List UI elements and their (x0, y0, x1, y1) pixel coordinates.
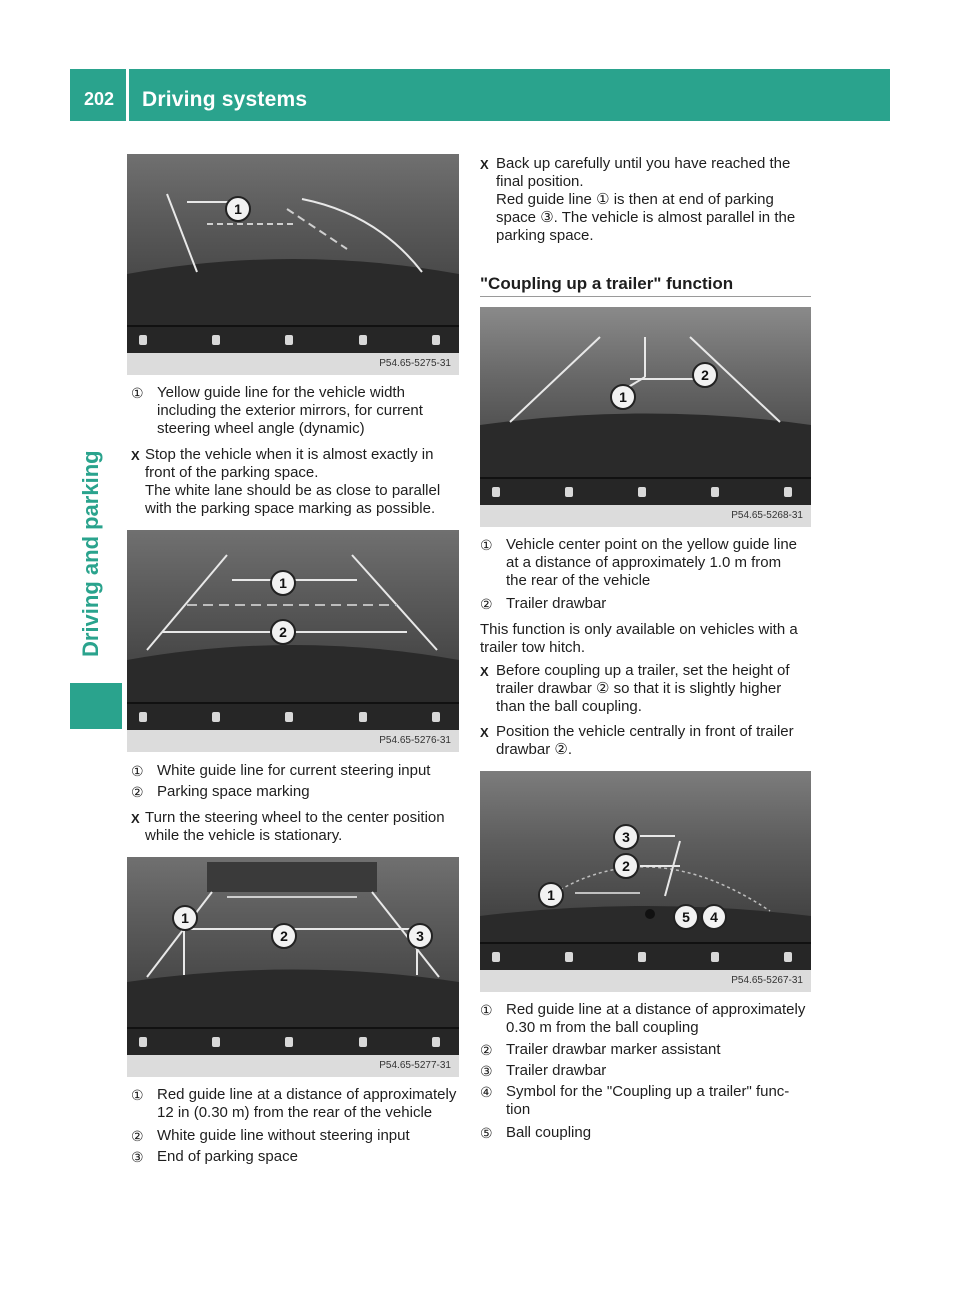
text-span: so that it is slightly higher (609, 680, 782, 697)
settings-icon (432, 335, 440, 345)
camera-image (480, 307, 811, 505)
text-span: trailer drawbar (496, 680, 597, 697)
marker-1: ① (480, 537, 493, 553)
text-line: parking space. (496, 227, 594, 244)
camera-icon (565, 952, 573, 962)
text-span: . The vehicle is almost parallel in the (553, 209, 796, 226)
menu-icon (139, 335, 147, 345)
marker-2: ② (480, 596, 493, 612)
camera-toolbar (127, 702, 459, 730)
callout-2: 2 (271, 923, 297, 949)
text-line: while the vehicle is stationary. (145, 827, 343, 844)
figure-code: P54.65-5275-31 (379, 358, 451, 369)
marker-2: ② (554, 741, 568, 758)
view-icon (638, 952, 646, 962)
text-line: Vehicle center point on the yellow guide line (506, 536, 798, 553)
text-line: Ball coupling (506, 1124, 592, 1141)
text-line: Symbol for the "Coupling up a trailer" func- (506, 1083, 790, 1100)
camera-image (127, 154, 459, 353)
settings-icon (432, 1037, 440, 1047)
text-line: Turn the steering wheel to the center position (145, 809, 445, 826)
callout-5: 5 (673, 904, 699, 930)
menu-icon (492, 952, 500, 962)
step-marker: X (480, 157, 489, 172)
figure-code: P54.65-5276-31 (379, 735, 451, 746)
camera-icon (212, 712, 220, 722)
callout-1: 1 (270, 570, 296, 596)
marker-1: ① (480, 1002, 493, 1018)
callout-2: 2 (613, 853, 639, 879)
figure-rear-camera-5 (480, 771, 811, 992)
figure-code-strip (127, 353, 459, 375)
menu-icon (139, 712, 147, 722)
figure-rear-camera-2 (127, 530, 459, 752)
text-line: 12 in (0.30 m) from the rear of the vehicle (157, 1104, 433, 1121)
text-line: Trailer drawbar (506, 595, 607, 612)
camera-toolbar (480, 477, 811, 505)
text-line: final position. (496, 173, 584, 190)
figure-code: P54.65-5267-31 (731, 975, 803, 986)
figure-rear-camera-3 (127, 857, 459, 1077)
view-icon (638, 487, 646, 497)
step-marker: X (480, 664, 489, 679)
callout-1: 1 (225, 196, 251, 222)
figure-code: P54.65-5268-31 (731, 510, 803, 521)
text-line: Red guide line at a distance of approximately (506, 1001, 806, 1018)
side-tab-label: Driving and parking (78, 450, 103, 657)
text-line: Stop the vehicle when it is almost exactly in (145, 446, 434, 463)
text-line: trailer tow hitch. (480, 639, 586, 656)
step-marker: X (480, 725, 489, 740)
text-line: the rear of the vehicle (506, 572, 651, 589)
text-line: Parking space marking (157, 783, 310, 800)
trailer-icon (711, 952, 719, 962)
marker-1: ① (131, 763, 144, 779)
heading-rule (480, 296, 811, 297)
text-line: Red guide line at a distance of approximately (157, 1086, 457, 1103)
text-span: . (567, 741, 572, 758)
camera-image (127, 857, 459, 1055)
text-line: with the parking space marking as possible. (145, 500, 436, 517)
marker-5: ⑤ (480, 1125, 493, 1141)
figure-code-strip (127, 1055, 459, 1077)
callout-1: 1 (610, 384, 636, 410)
text-line (496, 741, 814, 759)
text-line: tion (506, 1101, 531, 1118)
camera-icon (565, 487, 573, 497)
marker-1: ① (131, 385, 144, 401)
camera-toolbar (480, 942, 811, 970)
settings-icon (784, 487, 792, 497)
marker-2: ② (131, 1128, 144, 1144)
figure-code: P54.65-5277-31 (379, 1060, 451, 1071)
side-tab-marker (70, 683, 122, 729)
marker-2: ② (131, 784, 144, 800)
figure-rear-camera-4 (480, 307, 811, 527)
marker-1: ① (131, 1087, 144, 1103)
trailer-icon (359, 335, 367, 345)
text-line: front of the parking space. (145, 464, 319, 481)
step-marker: X (131, 448, 140, 463)
marker-2: ② (596, 680, 610, 697)
text-span: space (496, 209, 541, 226)
view-icon (285, 712, 293, 722)
figure-code-strip (127, 730, 459, 752)
marker-3: ③ (480, 1063, 493, 1079)
guide-lines (480, 307, 811, 505)
marker-3: ③ (540, 209, 554, 226)
camera-icon (212, 1037, 220, 1047)
camera-image (480, 771, 811, 970)
step-marker: X (131, 811, 140, 826)
menu-icon (139, 1037, 147, 1047)
text-line: End of parking space (157, 1148, 298, 1165)
text-line: White guide line without steering input (157, 1127, 410, 1144)
guide-lines (127, 154, 459, 353)
text-line (496, 680, 814, 698)
camera-image (127, 530, 459, 730)
text-line: White guide line for current steering input (157, 762, 431, 779)
figure-code-strip (480, 505, 811, 527)
page-header (70, 69, 890, 121)
header-divider (126, 69, 129, 121)
trailer-icon (711, 487, 719, 497)
section-title: Driving systems (142, 88, 308, 111)
paragraph (480, 621, 814, 657)
text-span: drawbar (496, 741, 555, 758)
marker-4: ④ (480, 1084, 493, 1100)
menu-icon (492, 487, 500, 497)
side-tab (70, 121, 122, 1166)
callout-3: 3 (613, 824, 639, 850)
text-line: Position the vehicle centrally in front of trailer (496, 723, 794, 740)
text-line: steering wheel angle (dynamic) (157, 420, 365, 437)
text-line: Trailer drawbar marker assistant (506, 1041, 721, 1058)
settings-icon (432, 712, 440, 722)
text-line: This function is only available on vehicles with a (480, 621, 798, 638)
text-line: than the ball coupling. (496, 698, 642, 715)
text-line: including the exterior mirrors, for current (157, 402, 423, 419)
text-line: Yellow guide line for the vehicle width (157, 384, 405, 401)
settings-icon (784, 952, 792, 962)
callout-1: 1 (538, 882, 564, 908)
text-line: Before coupling up a trailer, set the height of (496, 662, 790, 679)
guide-lines (127, 857, 459, 1055)
text-line (496, 209, 814, 227)
marker-2: ② (480, 1042, 493, 1058)
figure-code-strip (480, 970, 811, 992)
text-span: is then at end of parking (609, 191, 774, 208)
text-line: at a distance of approximately 1.0 m from (506, 554, 782, 571)
trailer-icon (359, 1037, 367, 1047)
figure-rear-camera-1 (127, 154, 459, 375)
callout-4: 4 (701, 904, 727, 930)
marker-1: ① (596, 191, 610, 208)
marker-3: ③ (131, 1149, 144, 1165)
view-icon (285, 1037, 293, 1047)
callout-2: 2 (692, 362, 718, 388)
view-icon (285, 335, 293, 345)
callout-3: 3 (407, 923, 433, 949)
guide-lines (480, 771, 811, 970)
text-span: Red guide line (496, 191, 597, 208)
page-number: 202 (84, 89, 115, 109)
camera-icon (212, 335, 220, 345)
text-line: Back up carefully until you have reached the (496, 155, 791, 172)
section-heading: "Coupling up a trailer" function (480, 274, 734, 293)
callout-2: 2 (270, 619, 296, 645)
trailer-icon (359, 712, 367, 722)
camera-toolbar (127, 1027, 459, 1055)
camera-toolbar (127, 325, 459, 353)
callout-1: 1 (172, 905, 198, 931)
text-line: Trailer drawbar (506, 1062, 607, 1079)
text-line: The white lane should be as close to parallel (145, 482, 441, 499)
text-line (496, 191, 814, 209)
text-line: 0.30 m from the ball coupling (506, 1019, 699, 1036)
